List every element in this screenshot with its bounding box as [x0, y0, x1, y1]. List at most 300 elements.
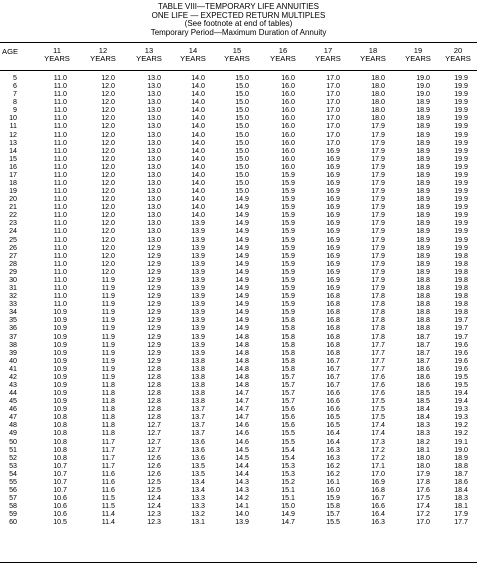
column-header-unit: YEARS: [44, 54, 70, 64]
age-cell: 15: [9, 154, 17, 163]
value-cell: 11.0: [53, 251, 67, 260]
value-cell: 12.0: [101, 162, 115, 171]
column-header-16: [261, 47, 305, 63]
value-cell: 15.9: [281, 170, 295, 179]
value-cell: 11.0: [53, 138, 67, 147]
age-cell: 17: [9, 170, 17, 179]
value-cell: 13.9: [191, 308, 205, 317]
value-cell: 13.9: [191, 251, 205, 260]
value-cell: 17.6: [371, 372, 385, 381]
value-cell: 12.9: [147, 243, 161, 252]
table-row: [0, 292, 477, 300]
value-cell: 18.0: [371, 74, 385, 82]
column-header-11: [35, 47, 79, 63]
column-header-number: 20: [453, 46, 463, 55]
value-cell: 19.9: [454, 90, 468, 99]
value-cell: 18.6: [416, 372, 430, 381]
value-cell: 16.9: [326, 251, 340, 260]
age-column-header: AGE: [2, 47, 19, 56]
value-cell: 12.0: [101, 106, 115, 115]
value-cell: 11.8: [101, 380, 115, 389]
value-cell: 13.9: [191, 292, 205, 301]
value-cell: 17.5: [371, 405, 385, 414]
table-row: [0, 470, 477, 478]
value-cell: 15.1: [281, 494, 295, 503]
value-cell: 12.9: [147, 332, 161, 341]
value-cell: 16.0: [281, 138, 295, 147]
value-cell: 13.0: [147, 146, 161, 155]
value-cell: 16.9: [326, 154, 340, 163]
value-cell: 18.8: [416, 284, 430, 293]
table-row: [0, 131, 477, 139]
value-cell: 13.9: [191, 348, 205, 357]
value-cell: 14.9: [235, 211, 249, 220]
value-cell: 15.8: [281, 324, 295, 333]
value-cell: 16.8: [326, 324, 340, 333]
value-cell: 19.4: [454, 397, 468, 406]
value-cell: 11.6: [101, 485, 115, 494]
value-cell: 11.8: [101, 405, 115, 414]
value-cell: 12.9: [147, 324, 161, 333]
value-cell: 18.9: [416, 195, 430, 204]
value-cell: 15.8: [281, 332, 295, 341]
value-cell: 11.0: [53, 170, 67, 179]
value-cell: 14.9: [235, 267, 249, 276]
value-cell: 10.9: [53, 380, 67, 389]
value-cell: 12.0: [101, 187, 115, 196]
value-cell: 11.0: [53, 195, 67, 204]
value-cell: 15.0: [235, 106, 249, 115]
age-cell: 55: [9, 477, 17, 486]
value-cell: 13.8: [191, 356, 205, 365]
value-cell: 18.9: [416, 106, 430, 115]
table-body: [0, 74, 477, 526]
value-cell: 17.0: [326, 106, 340, 115]
table-row: [0, 236, 477, 244]
value-cell: 18.9: [416, 259, 430, 268]
table-row: [0, 365, 477, 373]
value-cell: 12.4: [147, 494, 161, 503]
value-cell: 18.9: [416, 203, 430, 212]
value-cell: 14.1: [235, 502, 249, 511]
value-cell: 19.6: [454, 340, 468, 349]
value-cell: 14.8: [235, 356, 249, 365]
value-cell: 18.6: [454, 477, 468, 486]
value-cell: 11.8: [101, 397, 115, 406]
value-cell: 19.8: [454, 300, 468, 309]
value-cell: 16.7: [326, 372, 340, 381]
age-cell: 34: [9, 308, 17, 317]
table-row: [0, 405, 477, 413]
value-cell: 11.0: [53, 203, 67, 212]
value-cell: 19.9: [454, 227, 468, 236]
value-cell: 19.8: [454, 292, 468, 301]
value-cell: 12.7: [147, 429, 161, 438]
value-cell: 12.0: [101, 138, 115, 147]
value-cell: 11.4: [101, 510, 115, 519]
value-cell: 10.8: [53, 437, 67, 446]
value-cell: 15.8: [281, 340, 295, 349]
value-cell: 13.3: [191, 494, 205, 503]
value-cell: 15.0: [235, 130, 249, 139]
value-cell: 18.7: [416, 348, 430, 357]
value-cell: 10.6: [53, 494, 67, 503]
value-cell: 15.6: [281, 405, 295, 414]
value-cell: 19.9: [454, 122, 468, 131]
age-cell: 45: [9, 397, 17, 406]
value-cell: 17.9: [371, 211, 385, 220]
value-cell: 13.0: [147, 203, 161, 212]
value-cell: 11.7: [101, 437, 115, 446]
value-cell: 19.9: [454, 195, 468, 204]
value-cell: 12.7: [147, 421, 161, 430]
age-cell: 49: [9, 429, 17, 438]
value-cell: 17.9: [371, 179, 385, 188]
table-row: [0, 284, 477, 292]
age-cell: 11: [9, 122, 17, 131]
value-cell: 16.4: [326, 429, 340, 438]
value-cell: 18.4: [416, 413, 430, 422]
table-row: [0, 147, 477, 155]
value-cell: 17.1: [371, 461, 385, 470]
value-cell: 14.0: [191, 179, 205, 188]
value-cell: 13.0: [147, 187, 161, 196]
value-cell: 18.5: [416, 389, 430, 398]
age-cell: 28: [9, 259, 17, 268]
value-cell: 15.9: [281, 227, 295, 236]
value-cell: 10.8: [53, 421, 67, 430]
value-cell: 12.0: [101, 90, 115, 99]
value-cell: 10.9: [53, 397, 67, 406]
value-cell: 13.7: [191, 405, 205, 414]
value-cell: 15.4: [281, 445, 295, 454]
column-header-number: 16: [278, 46, 288, 55]
column-header-19: [396, 47, 440, 63]
value-cell: 14.7: [281, 518, 295, 527]
age-cell: 19: [9, 187, 17, 196]
value-cell: 17.9: [371, 130, 385, 139]
value-cell: 19.3: [454, 413, 468, 422]
table-row: [0, 195, 477, 203]
value-cell: 13.0: [147, 211, 161, 220]
table-row: [0, 268, 477, 276]
value-cell: 16.8: [326, 340, 340, 349]
value-cell: 13.6: [191, 437, 205, 446]
age-cell: 21: [9, 203, 17, 212]
value-cell: 12.9: [147, 356, 161, 365]
value-cell: 14.9: [235, 235, 249, 244]
age-cell: 14: [9, 146, 17, 155]
value-cell: 19.0: [416, 90, 430, 99]
value-cell: 11.0: [53, 122, 67, 131]
value-cell: 19.9: [454, 114, 468, 123]
value-cell: 18.9: [416, 187, 430, 196]
value-cell: 16.8: [326, 300, 340, 309]
value-cell: 15.9: [281, 195, 295, 204]
value-cell: 12.0: [101, 227, 115, 236]
value-cell: 12.0: [101, 74, 115, 82]
value-cell: 19.8: [454, 284, 468, 293]
value-cell: 17.9: [371, 243, 385, 252]
value-cell: 13.0: [147, 138, 161, 147]
value-cell: 18.6: [416, 380, 430, 389]
column-header-number: 11: [53, 46, 61, 55]
value-cell: 11.9: [101, 300, 115, 309]
value-cell: 13.8: [191, 389, 205, 398]
value-cell: 15.0: [235, 98, 249, 107]
value-cell: 11.0: [53, 235, 67, 244]
age-cell: 5: [13, 74, 17, 82]
value-cell: 13.9: [191, 235, 205, 244]
value-cell: 13.0: [147, 219, 161, 228]
value-cell: 17.9: [371, 122, 385, 131]
value-cell: 15.0: [235, 114, 249, 123]
header-bottom-rule: [0, 70, 477, 71]
value-cell: 19.9: [454, 130, 468, 139]
value-cell: 19.6: [454, 348, 468, 357]
value-cell: 17.0: [371, 469, 385, 478]
value-cell: 19.0: [416, 74, 430, 82]
value-cell: 10.9: [53, 389, 67, 398]
value-cell: 13.4: [191, 477, 205, 486]
value-cell: 16.6: [326, 397, 340, 406]
table-row: [0, 203, 477, 211]
age-cell: 25: [9, 235, 17, 244]
value-cell: 18.9: [454, 453, 468, 462]
value-cell: 19.9: [454, 235, 468, 244]
value-cell: 17.8: [371, 292, 385, 301]
table-row: [0, 211, 477, 219]
value-cell: 13.0: [147, 235, 161, 244]
value-cell: 19.9: [454, 98, 468, 107]
value-cell: 10.8: [53, 445, 67, 454]
age-cell: 6: [13, 82, 17, 91]
value-cell: 14.8: [235, 380, 249, 389]
age-cell: 33: [9, 300, 17, 309]
value-cell: 17.8: [371, 308, 385, 317]
value-cell: 16.4: [371, 510, 385, 519]
value-cell: 10.6: [53, 502, 67, 511]
value-cell: 13.0: [147, 179, 161, 188]
value-cell: 11.9: [101, 316, 115, 325]
age-cell: 58: [9, 502, 17, 511]
value-cell: 14.4: [235, 469, 249, 478]
value-cell: 14.9: [235, 243, 249, 252]
value-cell: 17.9: [371, 187, 385, 196]
value-cell: 19.7: [454, 324, 468, 333]
value-cell: 15.7: [326, 510, 340, 519]
value-cell: 11.7: [101, 453, 115, 462]
value-cell: 18.9: [416, 122, 430, 131]
value-cell: 15.7: [281, 380, 295, 389]
value-cell: 18.3: [416, 421, 430, 430]
title-line-4: Temporary Period—Maximum Duration of Annuity: [150, 27, 327, 37]
value-cell: 12.8: [147, 380, 161, 389]
value-cell: 18.9: [416, 251, 430, 260]
value-cell: 18.9: [416, 146, 430, 155]
value-cell: 18.9: [416, 114, 430, 123]
value-cell: 12.8: [147, 372, 161, 381]
value-cell: 17.9: [371, 203, 385, 212]
value-cell: 16.9: [326, 162, 340, 171]
value-cell: 16.9: [326, 211, 340, 220]
table-row: [0, 389, 477, 397]
age-cell: 12: [9, 130, 17, 139]
value-cell: 16.3: [326, 445, 340, 454]
table-row: [0, 114, 477, 122]
value-cell: 10.7: [53, 469, 67, 478]
value-cell: 16.3: [326, 453, 340, 462]
value-cell: 14.0: [191, 98, 205, 107]
value-cell: 17.9: [371, 146, 385, 155]
table-row: [0, 333, 477, 341]
age-cell: 54: [9, 469, 17, 478]
value-cell: 11.0: [53, 284, 67, 293]
value-cell: 15.9: [281, 219, 295, 228]
value-cell: 15.5: [281, 429, 295, 438]
value-cell: 11.9: [101, 348, 115, 357]
value-cell: 14.9: [235, 275, 249, 284]
value-cell: 19.2: [454, 429, 468, 438]
value-cell: 19.5: [454, 380, 468, 389]
value-cell: 13.0: [147, 162, 161, 171]
value-cell: 18.2: [416, 437, 430, 446]
value-cell: 16.0: [281, 82, 295, 91]
value-cell: 18.6: [416, 364, 430, 373]
value-cell: 13.0: [147, 154, 161, 163]
table-row: [0, 122, 477, 130]
value-cell: 11.4: [101, 518, 115, 527]
value-cell: 11.0: [53, 74, 67, 82]
value-cell: 19.6: [454, 356, 468, 365]
value-cell: 16.9: [326, 275, 340, 284]
value-cell: 16.9: [326, 235, 340, 244]
table-row: [0, 454, 477, 462]
value-cell: 14.0: [235, 510, 249, 519]
value-cell: 11.0: [53, 211, 67, 220]
age-cell: 57: [9, 494, 17, 503]
value-cell: 10.5: [53, 518, 67, 527]
value-cell: 16.9: [326, 267, 340, 276]
value-cell: 19.9: [454, 82, 468, 91]
value-cell: 11.9: [101, 275, 115, 284]
value-cell: 13.0: [147, 74, 161, 82]
value-cell: 12.0: [101, 267, 115, 276]
value-cell: 15.9: [281, 203, 295, 212]
title-line-1: TABLE VIII—TEMPORARY LIFE ANNUITIES: [158, 2, 319, 11]
value-cell: 11.9: [101, 340, 115, 349]
value-cell: 19.8: [454, 267, 468, 276]
column-header-unit: YEARS: [90, 54, 116, 64]
value-cell: 13.5: [191, 461, 205, 470]
value-cell: 13.8: [191, 364, 205, 373]
value-cell: 11.9: [101, 292, 115, 301]
value-cell: 11.0: [53, 106, 67, 115]
value-cell: 19.8: [454, 275, 468, 284]
value-cell: 13.8: [191, 380, 205, 389]
value-cell: 18.9: [416, 154, 430, 163]
value-cell: 18.0: [416, 461, 430, 470]
value-cell: 17.6: [371, 389, 385, 398]
value-cell: 10.8: [53, 453, 67, 462]
value-cell: 12.9: [147, 267, 161, 276]
value-cell: 17.9: [371, 138, 385, 147]
value-cell: 17.0: [326, 82, 340, 91]
value-cell: 14.8: [235, 332, 249, 341]
age-cell: 18: [9, 179, 17, 188]
value-cell: 12.0: [101, 122, 115, 131]
value-cell: 16.7: [326, 356, 340, 365]
age-cell: 32: [9, 292, 17, 301]
value-cell: 10.9: [53, 405, 67, 414]
value-cell: 16.9: [326, 243, 340, 252]
value-cell: 19.9: [454, 154, 468, 163]
table-row: [0, 429, 477, 437]
table-row: [0, 446, 477, 454]
value-cell: 12.9: [147, 292, 161, 301]
value-cell: 17.0: [326, 74, 340, 82]
value-cell: 10.7: [53, 477, 67, 486]
column-header-12: [81, 47, 125, 63]
value-cell: 16.9: [371, 477, 385, 486]
age-cell: 24: [9, 227, 17, 236]
value-cell: 12.6: [147, 461, 161, 470]
value-cell: 12.0: [101, 154, 115, 163]
value-cell: 16.6: [326, 405, 340, 414]
value-cell: 11.9: [101, 332, 115, 341]
value-cell: 19.4: [454, 389, 468, 398]
age-cell: 41: [9, 364, 17, 373]
value-cell: 15.0: [235, 179, 249, 188]
value-cell: 19.9: [454, 162, 468, 171]
age-cell: 31: [9, 284, 17, 293]
value-cell: 19.9: [454, 203, 468, 212]
value-cell: 13.4: [191, 485, 205, 494]
value-cell: 17.7: [371, 340, 385, 349]
value-cell: 11.5: [101, 494, 115, 503]
value-cell: 17.9: [371, 235, 385, 244]
value-cell: 12.0: [101, 251, 115, 260]
value-cell: 12.9: [147, 259, 161, 268]
value-cell: 15.0: [235, 187, 249, 196]
age-cell: 51: [9, 445, 17, 454]
value-cell: 12.0: [101, 219, 115, 228]
value-cell: 10.9: [53, 372, 67, 381]
value-cell: 11.0: [53, 227, 67, 236]
value-cell: 16.8: [326, 316, 340, 325]
value-cell: 16.4: [326, 437, 340, 446]
value-cell: 12.0: [101, 170, 115, 179]
value-cell: 15.0: [235, 170, 249, 179]
value-cell: 10.9: [53, 332, 67, 341]
value-cell: 17.9: [371, 162, 385, 171]
value-cell: 13.0: [147, 130, 161, 139]
table-row: [0, 98, 477, 106]
value-cell: 17.0: [326, 130, 340, 139]
value-cell: 13.9: [191, 300, 205, 309]
value-cell: 18.4: [454, 485, 468, 494]
value-cell: 14.0: [191, 162, 205, 171]
table-row: [0, 381, 477, 389]
value-cell: 12.8: [147, 389, 161, 398]
value-cell: 17.0: [416, 518, 430, 527]
column-header-13: [127, 47, 171, 63]
value-cell: 11.8: [101, 389, 115, 398]
value-cell: 15.5: [326, 518, 340, 527]
column-header-unit: YEARS: [180, 54, 206, 64]
table-row: [0, 324, 477, 332]
title-line-3: (See footnote at end of tables): [184, 19, 293, 29]
